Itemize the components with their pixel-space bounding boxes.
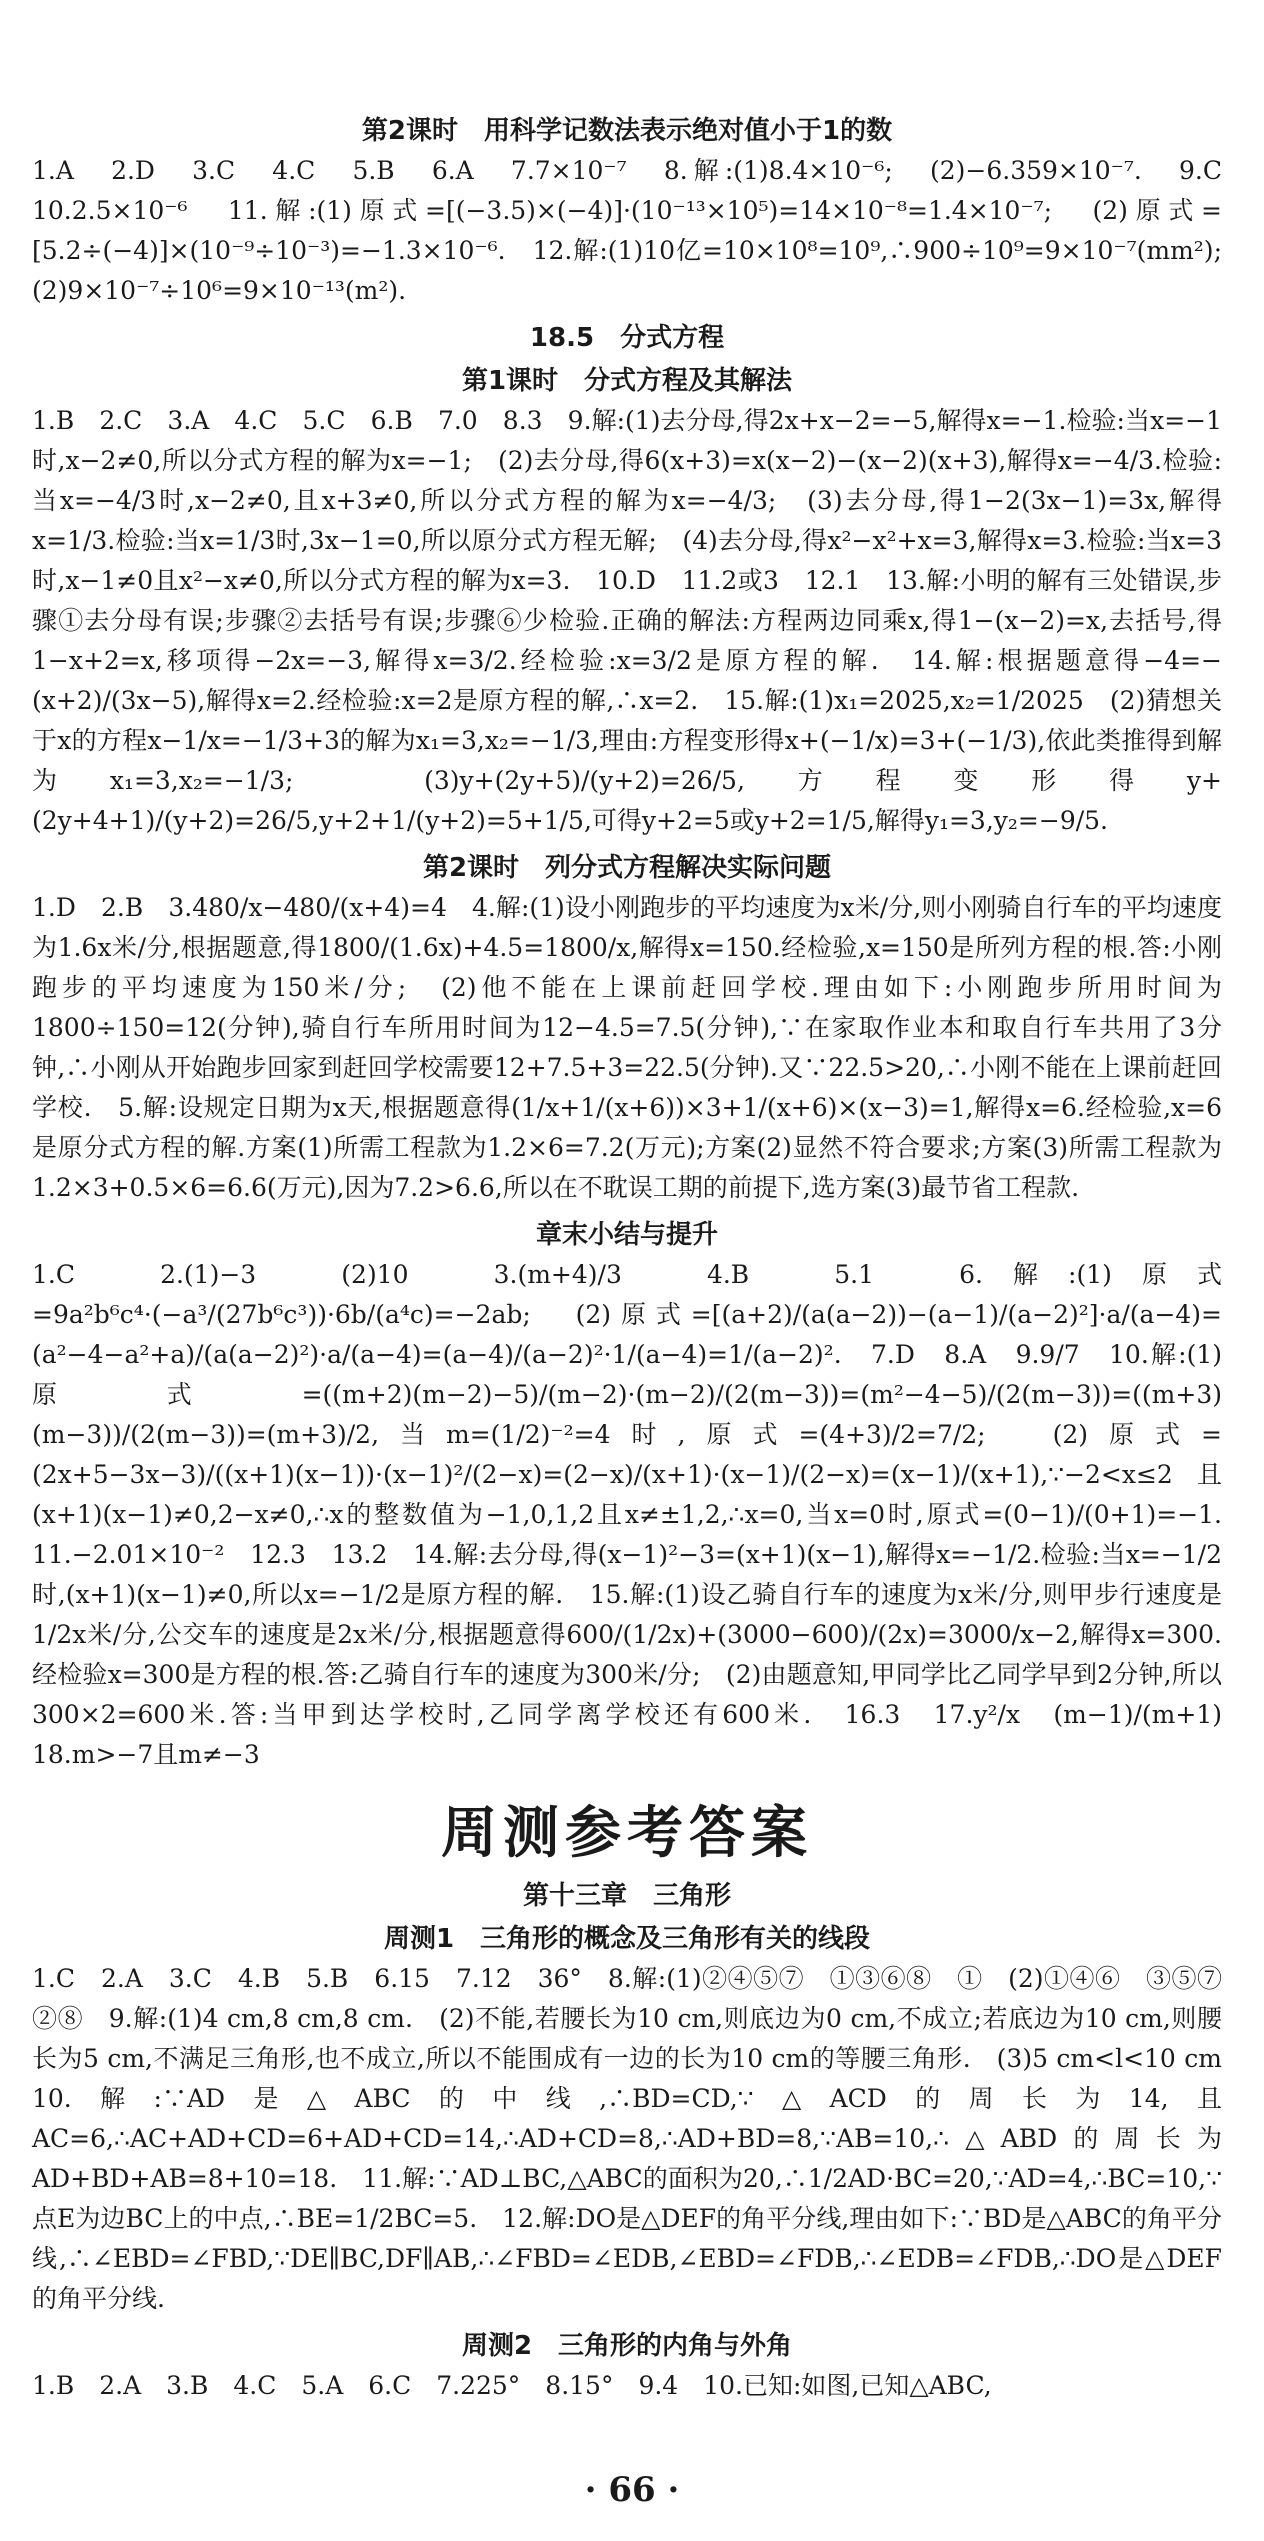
section-heading: 18.5 分式方程: [529, 323, 725, 353]
section-heading: 第十三章 三角形: [522, 1881, 731, 1911]
section-heading: 第1课时 分式方程及其解法: [461, 366, 793, 396]
section-text: 1.B 2.A 3.B 4.C 5.A 6.C 7.225° 8.15° 9.4 10.已知:如图,已知△ABC,: [32, 2371, 992, 2400]
page-number: · 66 ·: [584, 2470, 680, 2510]
section-heading: 周测1 三角形的概念及三角形有关的线段: [383, 1924, 871, 1954]
section-text: 1.B 2.C 3.A 4.C 5.C 6.B 7.0 8.3 9.解:(1)去分母,得2x+x−2=−5,解得x=−1.检验:当x=−1时,x−2≠0,所以分式方程的解为x=−1; (2)去分母,得6(x+3)=x(x−2)−(x−2)(x+3),解得x=−4/3.检验:当x=−4/3时,x−2≠0,且x+3≠0,所以分式方程的解为x=−4/3; (3)去分母,得1−2(3x−1)=3x,解得x=1/3.检验:当x=1/3时,3x−1=0,所以原分式方程无解; (4)去分母,得x²−x²+x=3,解得x=3.检验:当x=3时,x−1≠0且x²−x≠0,所以分式方程的解为x=3. 10.D 11.2或3 12.1 13.解:小明的解有三处错误,步骤①去分母有误;步骤②去括号有误;步骤⑥少检验.正确的解法:方程两边同乘x,得1−(x−2)=x,去括号,得1−x+2=x,移项得−2x=−3,解得x=3/2.经检验:x=3/2是原方程的解. 14.解:根据题意得−4=−(x+2)/(3x−5),解得x=2.经检验:x=2是原方程的解,∴x=2. 15.解:(1)x₁=2025,x₂=1/2025 (2)猜想关于x的方程x−1/x=−1/3+3的解为x₁=3,x₂=−1/3,理由:方程变形得x+(−1/x)=3+(−1/3),依此类推得到解为x₁=3,x₂=−1/3; (3)y+(2y+5)/(y+2)=26/5,方程变形得y+(2y+4+1)/(y+2)=26/5,y+2+1/(y+2)=5+1/5,可得y+2=5或y+2=1/5,解得y₁=3,y₂=−9/5.: [32, 406, 1222, 835]
section-text: 1.C 2.A 3.C 4.B 5.B 6.15 7.12 36° 8.解:(1)②④⑤⑦ ①③⑥⑧ ① (2)①④⑥ ③⑤⑦ ②⑧ 9.解:(1)4 cm,8 cm,8 cm. (2)不能,若腰长为10 cm,则底边为0 cm,不成立;若底边为10 cm,则腰长为5 cm,不满足三角形,也不成立,所以不能围成有一边的长为10 cm的等腰三角形. (3)5 cm<l<10 cm 10.解:∵AD是△ABC的中线,∴BD=CD,∵△ACD的周长为14,且AC=6,∴AC+AD+CD=6+AD+CD=14,∴AD+CD=8,∴AD+BD=8,∵AB=10,∴△ABD的周长为AD+BD+AB=8+10=18. 11.解:∵AD⊥BC,△ABC的面积为20,∴1/2AD·BC=20,∵AD=4,∴BC=10,∵点E为边BC上的中点,∴BE=1/2BC=5. 12.解:DO是△DEF的角平分线,理由如下:∵BD是△ABC的角平分线,∴∠EBD=∠FBD,∵DE∥BC,DF∥AB,∴∠FBD=∠EDB,∠EBD=∠FDB,∴∠EDB=∠FDB,∴DO是△DEF的角平分线.: [32, 1964, 1248, 2313]
section-text: 1.A 2.D 3.C 4.C 5.B 6.A 7.7×10⁻⁷ 8.解:(1)8.4×10⁻⁶; (2)−6.359×10⁻⁷. 9.C 10.2.5×10⁻⁶ 11.解:(1)原式=[(−3.5)×(−4)]·(10⁻¹³×10⁵)=14×10⁻⁸=1.4×10⁻⁷; (2)原式=[5.2÷(−4)]×(10⁻⁹÷10⁻³)=−1.3×10⁻⁶. 12.解:(1)10亿=10×10⁸=10⁹,∴900÷10⁹=9×10⁻⁷(mm²); (2)9×10⁻⁷÷10⁶=9×10⁻¹³(m²).: [32, 156, 1248, 305]
section-heading: 第2课时 列分式方程解决实际问题: [422, 853, 832, 883]
section-text: 1.D 2.B 3.480/x−480/(x+4)=4 4.解:(1)设小刚跑步的平均速度为x米/分,则小刚骑自行车的平均速度为1.6x米/分,根据题意,得1800/(1.6x)+4.5=1800/x,解得x=150.经检验,x=150是所列方程的根.答:小刚跑步的平均速度为150米/分; (2)他不能在上课前赶回学校.理由如下:小刚跑步所用时间为1800÷150=12(分钟),骑自行车所用时间为12−4.5=7.5(分钟),∵在家取作业本和取自行车共用了3分钟,∴小刚从开始跑步回家到赶回学校需要12+7.5+3=22.5(分钟).又∵22.5>20,∴小刚不能在上课前赶回学校. 5.解:设规定日期为x天,根据题意得(1/x+1/(x+6))×3+1/(x+6)×(x−3)=1,解得x=6.经检验,x=6是原分式方程的解.方案(1)所需工程款为1.2×6=7.2(万元);方案(2)显然不符合要求;方案(3)所需工程款为1.2×3+0.5×6=6.6(万元),因为7.2>6.6,所以在不耽误工期的前提下,选方案(3)最节省工程款.: [32, 893, 1222, 1202]
section-heading: 第2课时 用科学记数法表示绝对值小于1的数: [361, 116, 893, 146]
section-heading: 周测2 三角形的内角与外角: [461, 2331, 793, 2361]
main-title: 周测参考答案: [441, 1801, 813, 1866]
section-text: 1.C 2.(1)−3 (2)10 3.(m+4)/3 4.B 5.1 6.解:(1)原式=9a²b⁶c⁴·(−a³/(27b⁶c³))·6b/(a⁴c)=−2ab; (2)原式=[(a+2)/(a(a−2))−(a−1)/(a−2)²]·a/(a−4)=(a²−4−a²+a)/(a(a−2)²)·a/(a−4)=(a−4)/(a−2)²·1/(a−4)=1/(a−2)². 7.D 8.A 9.9/7 10.解:(1)原式=((m+2)(m−2)−5)/(m−2)·(m−2)/(2(m−3))=(m²−4−5)/(2(m−3))=((m+3)(m−3))/(2(m−3))=(m+3)/2,当m=(1/2)⁻²=4时,原式=(4+3)/2=7/2; (2)原式=(2x+5−3x−3)/((x+1)(x−1))·(x−1)²/(2−x)=(2−x)/(x+1)·(x−1)/(2−x)=(x−1)/(x+1),∵−2<x≤2且(x+1)(x−1)≠0,2−x≠0,∴x的整数值为−1,0,1,2且x≠±1,2,∴x=0,当x=0时,原式=(0−1)/(0+1)=−1. 11.−2.01×10⁻² 12.3 13.2 14.解:去分母,得(x−1)²−3=(x+1)(x−1),解得x=−1/2.检验:当x=−1/2时,(x+1)(x−1)≠0,所以x=−1/2是原方程的解. 15.解:(1)设乙骑自行车的速度为x米/分,则甲步行速度是1/2x米/分,公交车的速度是2x米/分,根据题意得600/(1/2x)+(3000−600)/(2x)=3000/x−2,解得x=300.经检验x=300是方程的根.答:乙骑自行车的速度为300米/分; (2)由题意知,甲同学比乙同学早到2分钟,所以300×2=600米.答:当甲到达学校时,乙同学离学校还有600米. 16.3 17.y²/x (m−1)/(m+1) 18.m>−7且m≠−3: [32, 1260, 1248, 1769]
section-heading: 章末小结与提升: [535, 1220, 718, 1250]
answer-content: [32, 104, 1248, 2406]
